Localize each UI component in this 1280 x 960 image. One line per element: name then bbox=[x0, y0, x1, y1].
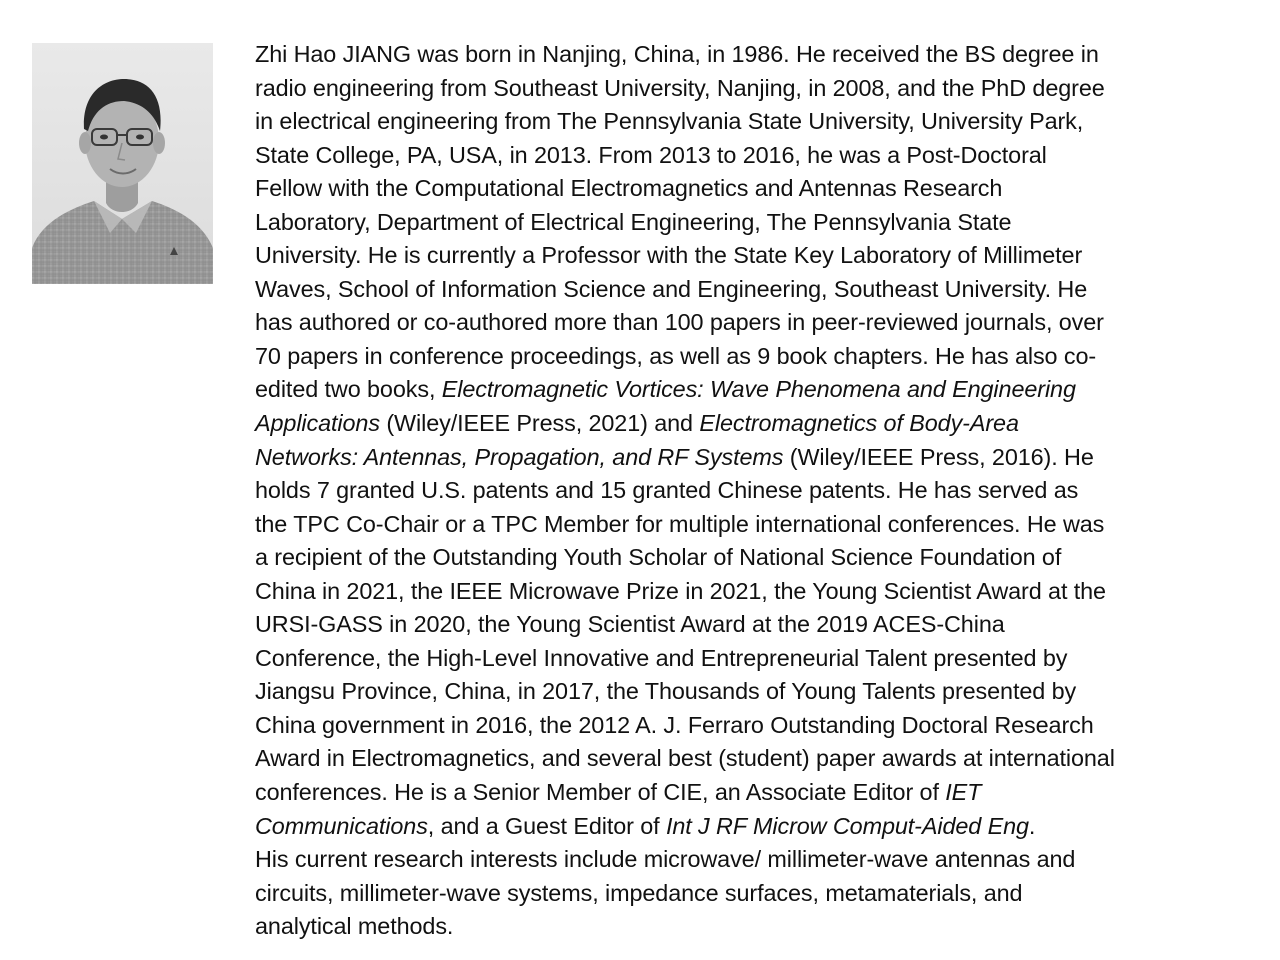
biography-text: analytical methods. bbox=[255, 913, 454, 940]
biography-text: Zhi Hao JIANG was born in Nanjing, China, in 1986. He received the BS degree in bbox=[255, 41, 1099, 67]
biography-line bbox=[255, 72, 1265, 106]
biography-line bbox=[255, 306, 1265, 340]
biography-line bbox=[255, 139, 1265, 173]
biography-line bbox=[255, 474, 1265, 508]
biography-text: in electrical engineering from The Pennsylvania State University, University Park, bbox=[255, 108, 1084, 135]
biography-text: has authored or co-authored more than 100 papers in peer-reviewed journals, over bbox=[255, 309, 1104, 336]
biography-line bbox=[255, 239, 1265, 273]
biography-text: holds 7 granted U.S. patents and 15 granted Chinese patents. He has served as bbox=[255, 477, 1079, 504]
biography-text: edited two books, bbox=[255, 376, 442, 403]
biography-line bbox=[255, 877, 1265, 911]
biography-line bbox=[255, 441, 1265, 475]
biography-text: Conference, the High-Level Innovative and Entrepreneurial Talent presented by bbox=[255, 644, 1068, 671]
biography-line bbox=[255, 810, 1265, 844]
author-biography bbox=[255, 38, 1265, 944]
biography-line bbox=[255, 910, 1265, 944]
biography-line bbox=[255, 407, 1265, 441]
biography-text: 70 papers in conference proceedings, as well as 9 book chapters. He has also co- bbox=[255, 342, 1097, 369]
biography-text: Laboratory, Department of Electrical Engineering, The Pennsylvania State bbox=[255, 208, 1012, 235]
italic-title-text: Electromagnetic Vortices: Wave Phenomena and Engineering bbox=[441, 376, 1076, 403]
italic-title-text: Electromagnetics of Body-Area bbox=[699, 410, 1019, 437]
biography-line bbox=[255, 776, 1265, 810]
biography-line bbox=[255, 508, 1265, 542]
biography-text: conferences. He is a Senior Member of CIE, an Associate Editor of bbox=[255, 779, 946, 806]
biography-text: Award in Electromagnetics, and several best (student) paper awards at international bbox=[255, 745, 1115, 772]
biography-line bbox=[255, 105, 1265, 139]
biography-line bbox=[255, 38, 1265, 72]
biography-line bbox=[255, 742, 1265, 776]
biography-text: His current research interests include microwave/ millimeter-wave antennas and bbox=[255, 846, 1076, 873]
biography-line bbox=[255, 608, 1265, 642]
biography-line bbox=[255, 340, 1265, 374]
biography-text: University. He is currently a Professor with the State Key Laboratory of Millimeter bbox=[255, 242, 1083, 269]
biography-text: Waves, School of Information Science and Engineering, Southeast University. He bbox=[255, 275, 1088, 302]
biography-line bbox=[255, 172, 1265, 206]
biography-text: , and a Guest Editor of bbox=[427, 812, 666, 839]
person-portrait-icon bbox=[32, 43, 213, 284]
biography-text: (Wiley/IEEE Press, 2016). He bbox=[783, 443, 1094, 470]
italic-title-text: Int J RF Microw Comput-Aided Eng bbox=[665, 812, 1029, 839]
author-photo bbox=[32, 43, 213, 284]
biography-text: a recipient of the Outstanding Youth Scholar of National Science Foundation of bbox=[255, 544, 1062, 571]
biography-line bbox=[255, 373, 1265, 407]
biography-text: . bbox=[1028, 812, 1036, 839]
biography-line bbox=[255, 273, 1265, 307]
biography-line bbox=[255, 675, 1265, 709]
biography-text: China government in 2016, the 2012 A. J. Ferraro Outstanding Doctoral Research bbox=[255, 711, 1094, 738]
biography-text: Fellow with the Computational Electromagnetics and Antennas Research bbox=[255, 175, 1003, 202]
biography-text: China in 2021, the IEEE Microwave Prize in 2021, the Young Scientist Award at the bbox=[255, 577, 1106, 604]
biography-text: Jiangsu Province, China, in 2017, the Thousands of Young Talents presented by bbox=[255, 678, 1077, 705]
italic-title-text: Applications bbox=[255, 410, 380, 437]
italic-title-text: Communications bbox=[255, 812, 428, 839]
biography-line bbox=[255, 642, 1265, 676]
italic-title-text: Networks: Antennas, Propagation, and RF Systems bbox=[255, 443, 784, 470]
biography-text: the TPC Co-Chair or a TPC Member for multiple international conferences. He was bbox=[255, 510, 1105, 537]
biography-line bbox=[255, 843, 1265, 877]
biography-line bbox=[255, 575, 1265, 609]
biography-line bbox=[255, 709, 1265, 743]
biography-text: (Wiley/IEEE Press, 2021) and bbox=[379, 410, 700, 437]
biography-text: URSI-GASS in 2020, the Young Scientist Award at the 2019 ACES-China bbox=[255, 611, 1005, 638]
biography-line bbox=[255, 206, 1265, 240]
italic-title-text: IET bbox=[945, 779, 982, 806]
biography-text: radio engineering from Southeast University, Nanjing, in 2008, and the PhD degree bbox=[255, 74, 1105, 101]
biography-line bbox=[255, 541, 1265, 575]
biography-text: State College, PA, USA, in 2013. From 2013 to 2016, he was a Post-Doctoral bbox=[255, 141, 1047, 168]
biography-text: circuits, millimeter-wave systems, impedance surfaces, metamaterials, and bbox=[255, 879, 1023, 906]
